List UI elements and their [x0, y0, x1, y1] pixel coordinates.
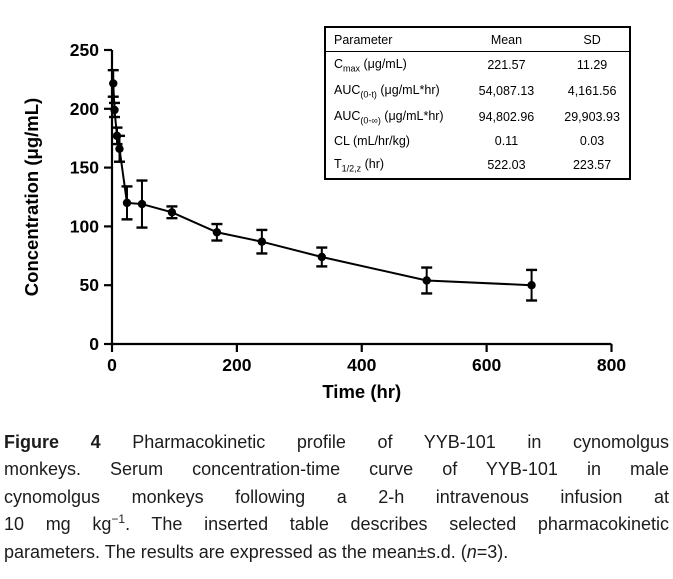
table-row	[325, 78, 630, 104]
table-row	[325, 152, 630, 179]
caption-line	[4, 484, 669, 511]
caption-line	[4, 429, 669, 456]
x-tick-label: 600	[472, 355, 502, 375]
y-tick-label: 0	[89, 334, 99, 354]
data-point	[527, 281, 535, 289]
pk-table-header	[325, 27, 630, 52]
table-row	[325, 130, 630, 152]
sd-cell: 0.03	[579, 133, 605, 148]
table-header-parameter: Parameter	[325, 27, 458, 52]
caption-text: n	[466, 541, 477, 562]
table-header-sd: SD	[555, 27, 630, 52]
parameter-cell: $AUC_{(0-t)}$ (μg/mL*hr)	[334, 82, 440, 100]
mean-cell: 94,802.96	[478, 109, 535, 124]
table-row	[325, 104, 630, 130]
x-tick-label: 200	[222, 355, 252, 375]
x-tick-label: 400	[347, 355, 377, 375]
caption-text: =3).	[476, 541, 509, 562]
caption-text: . The inserted table describes selected pharmacokinetic	[125, 514, 669, 535]
data-point	[110, 106, 118, 114]
sd-cell: 4,161.56	[567, 84, 617, 98]
data-point	[168, 208, 176, 216]
x-axis-title: Time (hr)	[322, 381, 402, 402]
data-point	[115, 145, 123, 153]
sd-cell: 11.29	[576, 58, 608, 73]
parameter-cell: CL (mL/hr/kg)	[334, 133, 410, 148]
parameter-cell: $AUC_{(0-\infty)}$ (μg/mL*hr)	[334, 108, 444, 126]
caption-text: cynomolgus monkeys following a 2-h intravenous infusion at	[4, 486, 669, 507]
caption-text: parameters. The results are expressed as the mean±s.d. (	[4, 541, 467, 562]
data-point	[422, 276, 430, 284]
pk-parameter-table	[324, 26, 631, 180]
data-point	[113, 132, 121, 140]
y-tick-label: 250	[69, 40, 99, 60]
y-tick-label: 100	[69, 216, 99, 237]
data-point	[123, 199, 131, 207]
parameter-cell: $C_{max}$ (μg/mL)	[334, 56, 407, 74]
caption-line	[4, 539, 669, 566]
y-tick-label: 50	[79, 275, 99, 296]
table-row	[325, 52, 630, 79]
data-point	[318, 253, 326, 261]
parameter-cell: $T_{1/2,z}$ (hr)	[334, 156, 385, 174]
y-axis-title: Concentration (μg/mL)	[21, 97, 42, 297]
mean-cell: 54,087.13	[478, 84, 535, 98]
table-header-mean: Mean	[458, 27, 555, 52]
figure-caption	[0, 429, 673, 566]
x-tick-label: 800	[596, 355, 627, 375]
data-point	[213, 228, 221, 236]
y-tick-label: 200	[69, 98, 99, 119]
caption-text: 10 mg kg	[4, 514, 112, 535]
caption-text: monkeys. Serum concentration-time curve of YYB-101 in male	[4, 459, 669, 480]
x-tick-label: 0	[107, 355, 117, 375]
sd-cell: 29,903.93	[564, 109, 620, 124]
data-point	[109, 79, 117, 87]
caption-line	[4, 511, 669, 538]
mean-cell: 0.11	[494, 133, 519, 148]
mean-cell: 221.57	[487, 58, 526, 73]
mean-cell: 522.03	[487, 157, 526, 172]
caption-text: Pharmacokinetic profile of YYB-101 in cynomolgus	[100, 432, 669, 452]
figure-number: Figure 4	[4, 432, 101, 452]
data-point	[138, 200, 146, 208]
data-point	[258, 237, 266, 245]
y-tick-label: 150	[69, 157, 99, 178]
caption-text: −1	[111, 512, 126, 527]
caption-line	[4, 456, 669, 483]
sd-cell: 223.57	[572, 157, 612, 172]
